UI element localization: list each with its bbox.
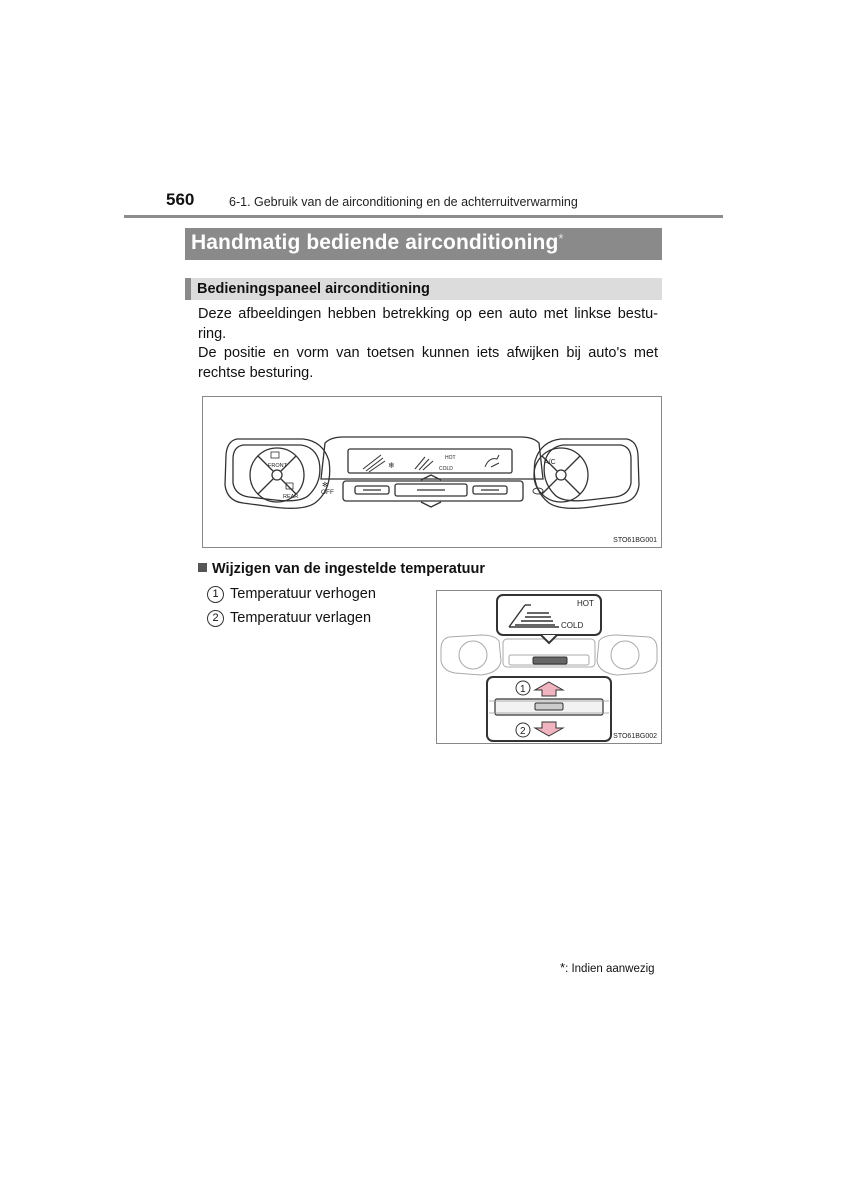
temperature-dial-illustration <box>437 591 661 743</box>
section-title-mark: * <box>558 231 564 246</box>
figure-code: STO61BG002 <box>613 733 657 740</box>
chapter-title: 6-1. Gebruik van de airconditioning en de achterruitverwarming <box>229 195 578 209</box>
step-item <box>207 610 371 627</box>
footnote <box>560 960 655 975</box>
step-number: 1 <box>207 586 224 603</box>
subsection-title: Bedieningspaneel airconditioning <box>197 281 430 297</box>
temperature-dial-figure <box>436 590 662 744</box>
svg-text:REAR: REAR <box>283 494 299 500</box>
footnote-mark: * <box>560 960 566 975</box>
control-panel-figure <box>202 396 662 548</box>
svg-text:❄: ❄ <box>388 461 395 470</box>
figure-code: STO61BG001 <box>613 537 657 544</box>
subsection-heading <box>185 278 662 300</box>
step-text: Temperatuur verlagen <box>230 610 372 626</box>
svg-text:A/C: A/C <box>544 459 556 466</box>
svg-text:COLD: COLD <box>439 466 453 472</box>
step-text: Temperatuur verhogen <box>230 586 376 602</box>
paragraph-1: Deze afbeeldingen hebben betrekking op een auto met linkse bestu-ring. <box>198 306 658 342</box>
svg-text:HOT: HOT <box>577 599 594 608</box>
svg-text:FRONT: FRONT <box>268 463 287 469</box>
svg-text:1: 1 <box>520 684 526 695</box>
svg-text:✻: ✻ <box>322 482 328 489</box>
square-bullet-icon <box>198 563 207 572</box>
svg-text:OFF: OFF <box>321 489 334 496</box>
footnote-text: : Indien aanwezig <box>565 963 655 975</box>
section-title: Handmatig bediende airconditioning <box>191 231 559 254</box>
step-item <box>207 586 376 603</box>
temperature-section-title: Wijzigen van de ingestelde temperatuur <box>198 561 485 577</box>
paragraph-2: De positie en vorm van toetsen kunnen iets afwijken bij auto's met rechtse besturing. <box>198 345 658 381</box>
svg-text:HOT: HOT <box>445 455 456 461</box>
step-number: 2 <box>207 610 224 627</box>
svg-text:2: 2 <box>520 726 526 737</box>
page-number: 560 <box>166 190 195 209</box>
control-panel-illustration <box>203 397 661 547</box>
svg-text:COLD: COLD <box>561 621 584 630</box>
header-divider <box>124 215 723 218</box>
section-heading <box>185 228 662 260</box>
